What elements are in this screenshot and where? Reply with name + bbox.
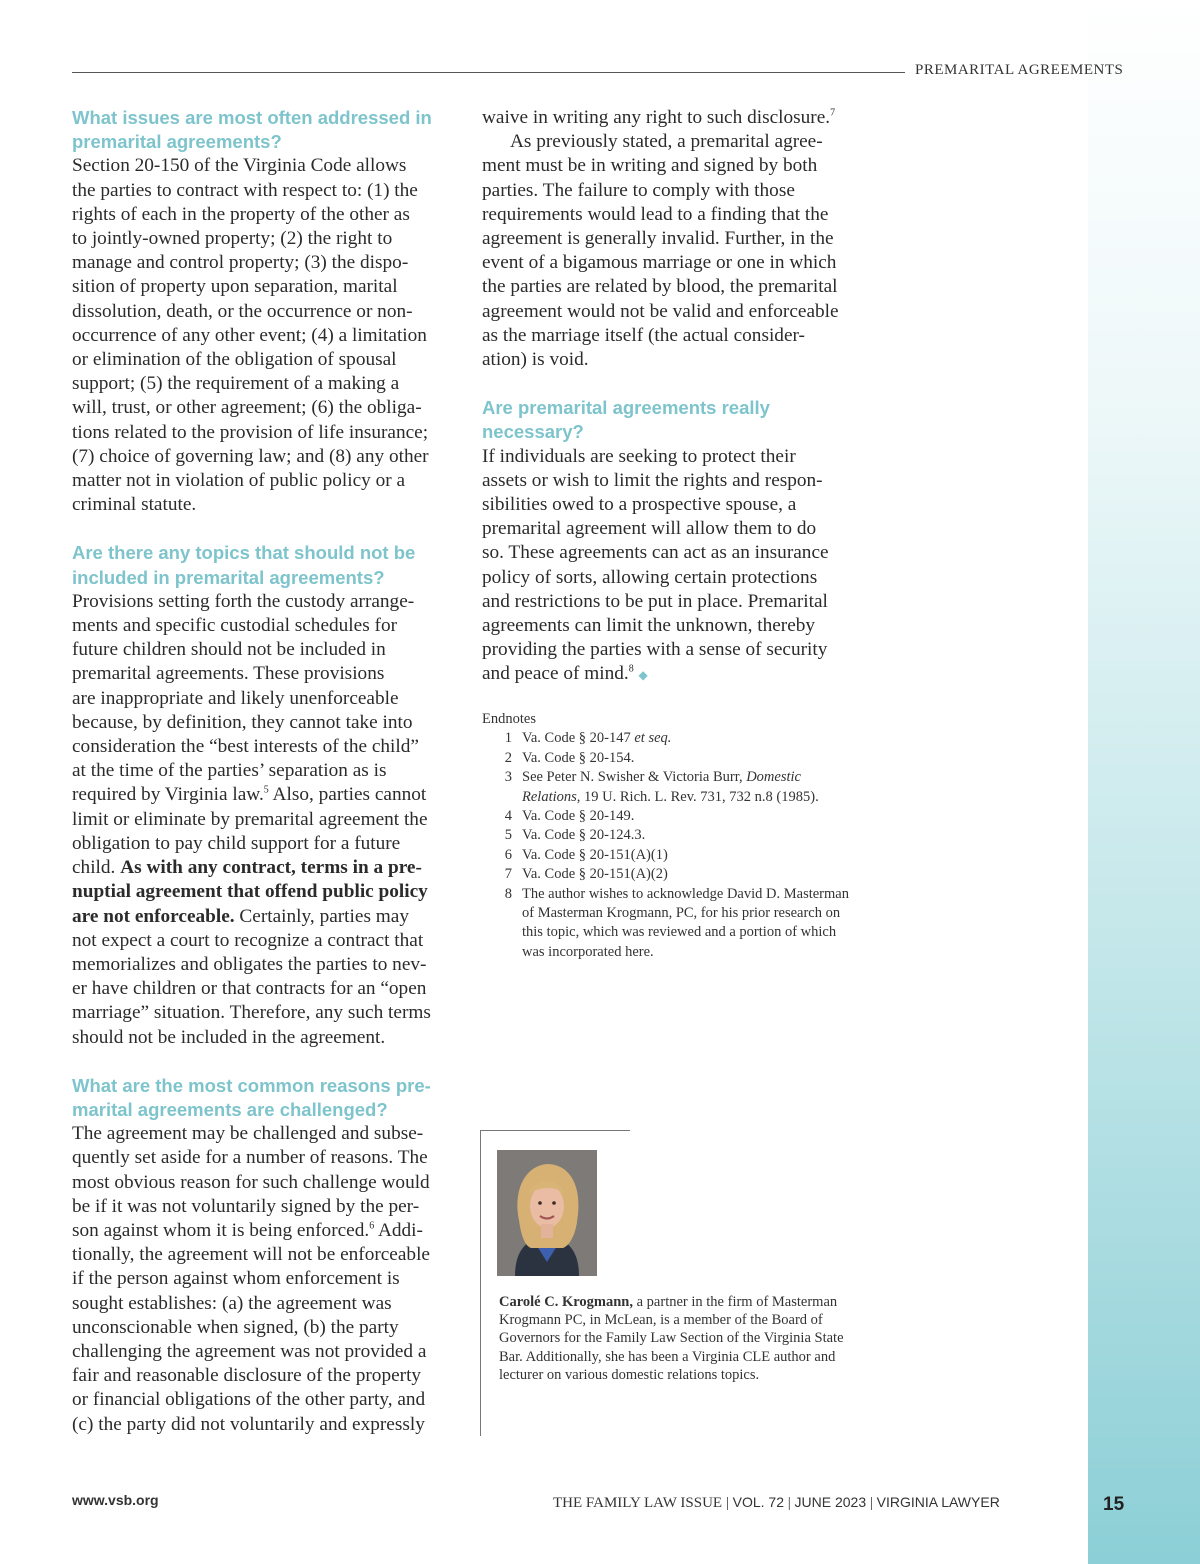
end-mark-icon: ◆ <box>638 668 648 683</box>
left-column <box>72 106 450 1437</box>
endnote-item: 6 Va. Code § 20-151(A)(1) <box>504 846 668 863</box>
section-title: PREMARITAL AGREEMENTS <box>915 62 1124 78</box>
body-paragraph-issues: Section 20-150 of the Virginia Code allows the parties to contract with respect to: (1) the rights of each in the property of the other as to jointly-owned property; (2) the right to manage and control property; (3) the dispo- sition of property upon separation, marital dissolution, death, or the occurrence or non- occurrence of any other event; (4) a limitation or elimination of the obligation of spousal support; (5) the requirement of a making a will, trust, or other agreement; (6) the obliga- tions related to the provision of life insurance; (7) choice of governing law; and (8) any other matter not in violation of public policy or a criminal statute. <box>72 155 429 516</box>
emphasis-text: As with any contract, terms in a pre- <box>120 857 422 879</box>
footnote-ref[interactable]: 8 <box>628 664 634 676</box>
page-number: 15 <box>1103 1494 1125 1515</box>
decorative-sidebar <box>1088 0 1200 1564</box>
footnote-ref[interactable]: 7 <box>830 107 836 119</box>
footnote-ref[interactable]: 5 <box>263 785 269 797</box>
author-bio: Carolé C. Krogmann, a partner in the firm of Masterman Krogmann PC, in McLean, is a member of the Board of Governors for the Family Law Section of the Virginia State Bar. Additionally, she has been a Virginia CLE author and lecturer on various domestic relations topics. <box>499 1294 844 1383</box>
endnote-item: 4 Va. Code § 20-149. <box>504 808 635 825</box>
right-column <box>482 106 862 688</box>
endnote-item: 8 The author wishes to acknowledge David D. Masterman of Masterman Krogmann, PC, for his prior research on this topic, which was reviewed and a portion of which was incorporated here. <box>504 885 849 960</box>
endnote-item: 5 Va. Code § 20-124.3. <box>504 827 646 844</box>
author-portrait-icon <box>497 1150 597 1276</box>
endnotes <box>482 710 862 962</box>
body-paragraph-topics: Provisions setting forth the custody arrange- ments and specific custodial schedules for future children should not be included in premarital agreements. These provisions are inappropriate and likely unenforceable because, by definition, they cannot take into consideration the “best interests of the child” at the time of the parties’ separation as is required by Virginia law.$^5$ Also, parties cannot limit or eliminate by premarital agreement the obligation to pay child support for a future child. As with any contract, terms in a pre- nuptial agreement that offend public policy are not enforceable. Certainly, parties may not expect a court to recognize a contract that memorializes and obligates the parties to nev- er have children or that contracts for an “open marriage” situation. Therefore, any such terms should not be included in the agreement. <box>72 590 431 1048</box>
body-paragraph-necessary: If individuals are seeking to protect their assets or wish to limit the rights and respon- sibilities owed to a prospective spouse, a premarital agreement will allow them to do so. These agreements can act as an insurance policy of sorts, allowing certain protections and restrictions to be put in place. Premarital agreements can limit the unknown, thereby providing the parties with a sense of security and peace of mind.$^8$ ◆ <box>482 445 829 685</box>
endnote-item: 2 Va. Code § 20-154. <box>504 749 635 766</box>
endnote-item: 7 Va. Code § 20-151(A)(2) <box>504 866 668 883</box>
bio-frame-line <box>480 1130 630 1131</box>
endnotes-title: Endnotes <box>482 711 536 727</box>
continued-line: waive in writing any right to such disclosure.$^7$ <box>482 107 836 128</box>
question-heading-topics: Are there any topics that should not be included in premarital agreements? <box>72 542 416 588</box>
question-heading-challenges: What are the most common reasons pre- marital agreements are challenged? <box>72 1074 431 1120</box>
emphasis-text: nuptial agreement that offend public policy <box>72 881 428 903</box>
author-photo <box>497 1150 597 1276</box>
endnote-item: 3 See Peter N. Swisher & Victoria Burr, Domestic Relations, 19 U. Rich. L. Rev. 731, 732 n.8 (1985). <box>504 769 819 805</box>
endnote-item: 1 Va. Code § 20-147 et seq. <box>504 730 672 747</box>
body-paragraph-challenges: The agreement may be challenged and subse- quently set aside for a number of reasons. The most obvious reason for such challenge would be if it was not voluntarily signed by the per- son against whom it is being enforced.$^6$ Addi- tionally, the agreement will not be enforceable if the person against whom enforcement is sought establishes: (a) the agreement was unconscionable when signed, (b) the party challenging the agreement was not provided a fair and reasonable disclosure of the property or financial obligations of the other party, and (c) the party did not voluntarily and expressly <box>72 1123 430 1435</box>
footnote-ref[interactable]: 6 <box>369 1220 375 1232</box>
body-paragraph-requirements: As previously stated, a premarital agree- ment must be in writing and signed by both parties. The failure to comply with those requirements would lead to a finding that the agreement is generally invalid. Further, in the event of a bigamous marriage or one in which the parties are related by blood, the premarital agreement would not be valid and enforceable as the marriage itself (the actual consider- ation) is void. <box>482 131 839 371</box>
emphasis-text: are not enforceable. <box>72 905 235 927</box>
footer-url[interactable]: www.vsb.org <box>72 1492 159 1508</box>
footer-issue-line: THE FAMILY LAW ISSUE | VOL. 72 | JUNE 2023 | VIRGINIA LAWYER <box>553 1494 1000 1511</box>
question-heading-necessary: Are premarital agreements really necessary? <box>482 397 770 443</box>
author-name: Carolé C. Krogmann, <box>499 1294 633 1310</box>
question-heading-issues: What issues are most often addressed in premarital agreements? <box>72 107 432 153</box>
header-rule <box>72 72 905 73</box>
bio-frame-line <box>480 1130 481 1436</box>
